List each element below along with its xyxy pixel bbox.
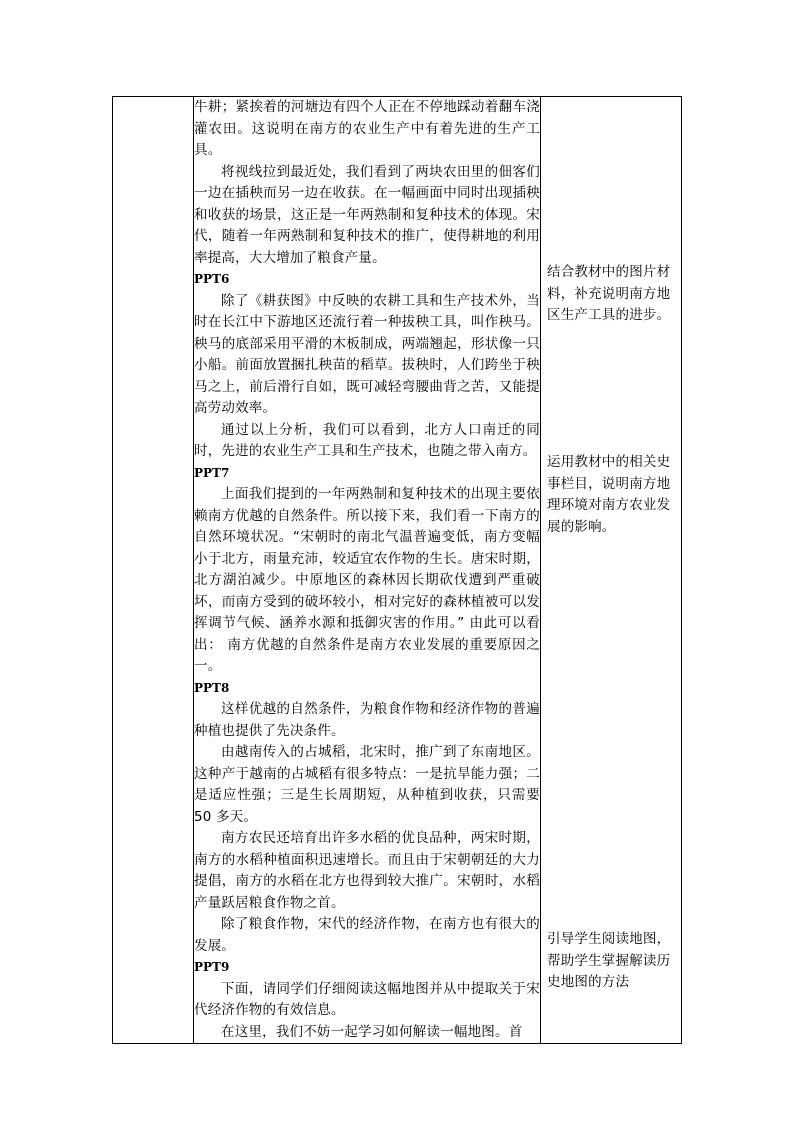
slide-label-ppt8: PPT8	[194, 680, 230, 695]
paragraph: 由越南传入的占城稻，北宋时，推广到了东南地区。这种产于越南的占城稻有很多特点：一是抗旱能力强；二是适应性强；三是生长周期短，从种植到收获，只需要 50 多天。	[194, 744, 540, 825]
paragraph: 这样优越的自然条件，为粮食作物和经济作物的普遍种植也提供了先决条件。	[194, 701, 540, 739]
design-note: 运用教材中的相关史事栏目，说明南方地理环境对南方农业发展的影响。	[547, 454, 671, 535]
paragraph: 除了《耕获图》中反映的农耕工具和生产技术外，当时在长江中下游地区还流行着一种拔秧工具，叫作秧马。秧马的底部采用平滑的木板制成，两端翘起，形状像一只小船。前面放置捆扎秧苗的稻草。拔秧时，人们跨坐于秧马之上，前后滑行自如，既可减轻弯腰曲背之苦，又能提高劳动效率。	[194, 292, 540, 416]
design-intent-cell	[541, 97, 682, 1044]
paragraph: 南方农民还培育出许多水稻的优良品种，两宋时期，南方的水稻种植面积迅速增长。而且由于宋朝朝廷的大力提倡，南方的水稻在北方也得到较大推广。宋朝时，水稻产量跃居粮食作物之首。	[194, 830, 540, 911]
paragraph: 牛耕；紧挨着的河塘边有四个人正在不停地踩动着翻车浇灌农田。这说明在南方的农业生产中有着先进的生产工具。	[194, 99, 540, 158]
paragraph: 下面，请同学们仔细阅读这幅地图并从中提取关于宋代经济作物的有效信息。	[194, 980, 540, 1018]
paragraph: 除了粮食作物，宋代的经济作物，在南方也有很大的发展。	[194, 916, 540, 954]
slide-label-ppt9: PPT9	[194, 960, 230, 974]
stage-column-cell	[113, 97, 194, 1044]
design-note: 结合教材中的图片材料，补充说明南方地区生产工具的进步。	[547, 264, 671, 323]
paragraph: 在这里，我们不妨一起学习如何解读一幅地图。首	[221, 1023, 523, 1040]
paragraph: 将视线拉到最近处，我们看到了两块农田里的佃客们一边在插秧而另一边在收获。在一幅画面中同时出现插秧和收获的场景，这正是一年两熟制和复种技术的体现。宋代，随着一年两熟制和复种技术的推广，使得耕地的利用率提高，大大增加了粮食产量。	[194, 163, 540, 266]
slide-label-ppt6: PPT6	[194, 272, 230, 286]
paragraph: 通过以上分析，我们可以看到，北方人口南迁的同时，先进的农业生产工具和生产技术，也随之带入南方。	[194, 421, 540, 459]
lesson-plan-table	[112, 96, 682, 1044]
paragraph: 上面我们提到的一年两熟制和复种技术的出现主要依赖南方优越的自然条件。所以接下来，我们看一下南方的自然环境状况。“宋朝时的南北气温普遍变低，南方变幅小于北方，雨量充沛，较适宜农作物的生长。唐宋时期，北方湖泊减少。中原地区的森林因长期砍伐遭到严重破坏，而南方受到的破坏较小，相对完好的森林植被可以发挥调节气候、涵养水源和抵御灾害的作用。” 由此可以看出： 南方优越的自然条件是南方农业发展的重要原因之一。	[194, 486, 540, 674]
slide-label-ppt7: PPT7	[194, 465, 230, 480]
teaching-process-cell	[194, 97, 541, 1044]
design-note: 引导学生阅读地图，帮助学生掌握解读历史地图的方法	[547, 931, 671, 990]
